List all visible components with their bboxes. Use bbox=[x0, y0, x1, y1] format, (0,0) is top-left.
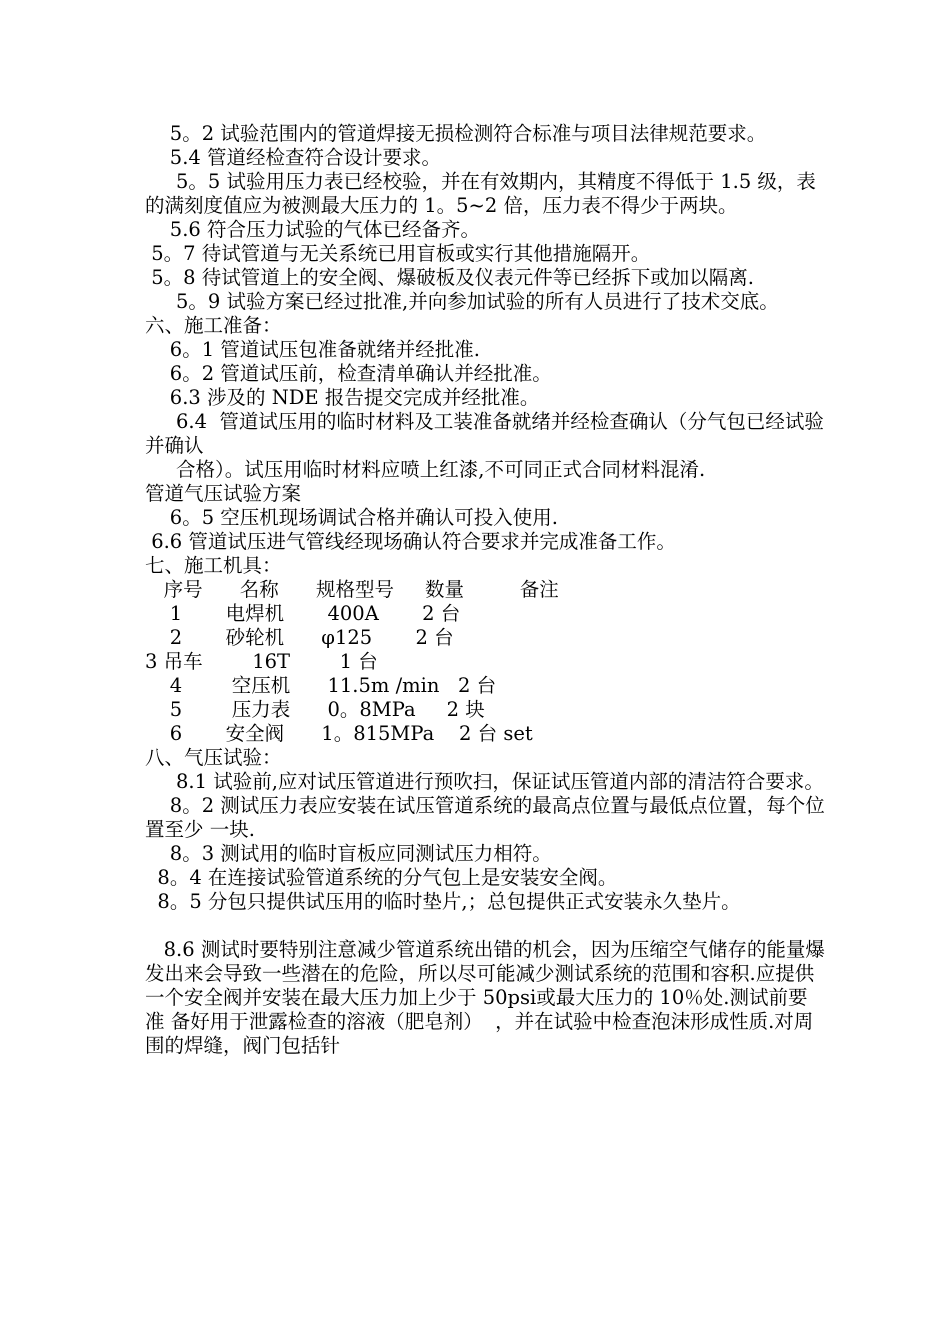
text-line: 6。2 管道试压前，检查清单确认并经批准。 bbox=[145, 362, 552, 385]
equipment-table-row: 6 安全阀 1。815MPa 2 台 set bbox=[145, 722, 533, 745]
text-line: 8.6 测试时要特别注意减少管道系统出错的机会，因为压缩空气储存的能量爆发出来会导致一些潜在的危险，所以尽可能减少测试系统的范围和容积.应提供一个安全阀并安装在最大压力加上少于 50psi或最大压力的 10％处.测试前要准 备好用于泄露检查的溶液（肥皂剂） ，并在试验中检查泡沫形成性质.对周围的焊缝，阀门包括针 bbox=[145, 938, 825, 1057]
blank-line bbox=[145, 914, 825, 938]
text-line: 8。5 分包只提供试压用的临时垫片,；总包提供正式安装永久垫片。 bbox=[145, 890, 741, 913]
section-heading: 七、施工机具： bbox=[145, 554, 282, 577]
section-heading: 六、施工准备： bbox=[145, 314, 282, 337]
text-line: 合格）。试压用临时材料应喷上红漆,不可同正式合同材料混淆. bbox=[145, 458, 706, 481]
text-line: 8。2 测试压力表应安装在试压管道系统的最高点位置与最低点位置，每个位置至少 一块. bbox=[145, 794, 825, 841]
text-line: 6.4 管道试压用的临时材料及工装准备就绪并经检查确认（分气包已经试验并确认 bbox=[145, 410, 824, 457]
document-title-line: 管道气压试验方案 bbox=[145, 482, 302, 505]
text-line: 5。5 试验用压力表已经校验，并在有效期内，其精度不得低于 1.5 级，表的满刻度值应为被测最大压力的 1。5~2 倍，压力表不得少于两块。 bbox=[145, 170, 816, 217]
equipment-table-row: 5 压力表 0。8MPa 2 块 bbox=[145, 698, 485, 721]
text-line: 6.6 管道试压进气管线经现场确认符合要求并完成准备工作。 bbox=[145, 530, 676, 553]
text-line: 5。9 试验方案已经过批准,并向参加试验的所有人员进行了技术交底。 bbox=[145, 290, 779, 313]
equipment-table-row: 1 电焊机 400A 2 台 bbox=[145, 602, 461, 625]
text-line: 8。4 在连接试验管道系统的分气包上是安装安全阀。 bbox=[145, 866, 618, 889]
text-line: 8.1 试验前,应对试压管道进行预吹扫，保证试压管道内部的清洁符合要求。 bbox=[145, 770, 824, 793]
section-heading: 八、气压试验： bbox=[145, 746, 282, 769]
text-line: 6。5 空压机现场调试合格并确认可投入使用. bbox=[145, 506, 559, 529]
equipment-table-row: 4 空压机 11.5m /min 2 台 bbox=[145, 674, 497, 697]
text-line: 6。1 管道试压包准备就绪并经批准. bbox=[145, 338, 481, 361]
text-line: 5。2 试验范围内的管道焊接无损检测符合标准与项目法律规范要求。 bbox=[145, 122, 767, 145]
text-line: 5.4 管道经检查符合设计要求。 bbox=[145, 146, 442, 169]
document-page bbox=[145, 122, 825, 1058]
text-line: 6.3 涉及的 NDE 报告提交完成并经批准。 bbox=[145, 386, 540, 409]
text-line: 5。8 待试管道上的安全阀、爆破板及仪表元件等已经拆下或加以隔离. bbox=[145, 266, 754, 289]
text-line: 5。7 待试管道与无关系统已用盲板或实行其他措施隔开。 bbox=[145, 242, 651, 265]
equipment-table-row: 3 吊车 16T 1 台 bbox=[145, 650, 378, 673]
equipment-table-row: 2 砂轮机 φ125 2 台 bbox=[145, 626, 454, 649]
equipment-table-header: 序号 名称 规格型号 数量 备注 bbox=[145, 578, 559, 601]
text-line: 8。3 测试用的临时盲板应同测试压力相符。 bbox=[145, 842, 552, 865]
text-line: 5.6 符合压力试验的气体已经备齐。 bbox=[145, 218, 481, 241]
